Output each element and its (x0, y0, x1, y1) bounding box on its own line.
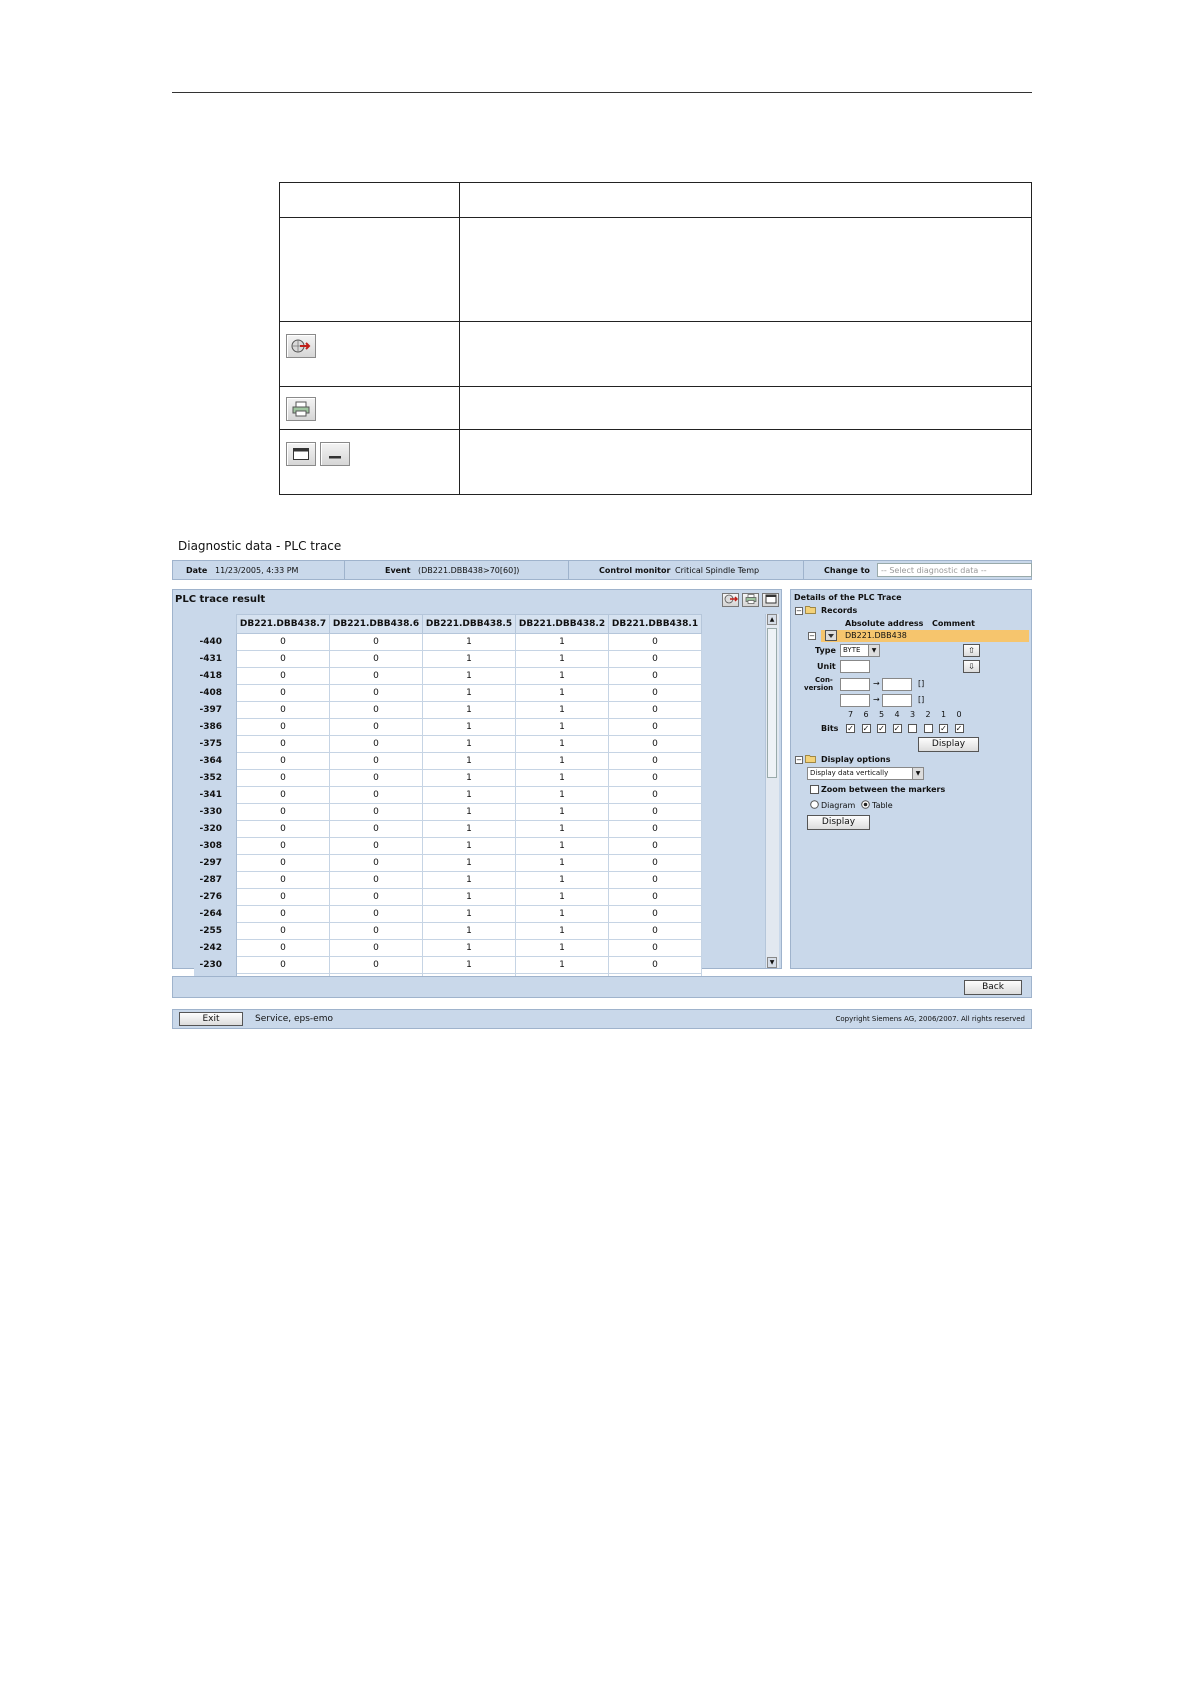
cell-value: 0 (330, 804, 423, 821)
cell-value: 0 (237, 906, 330, 923)
conversion-from-2[interactable] (840, 694, 870, 707)
cell-value: 0 (237, 957, 330, 974)
cell-value: 1 (516, 838, 609, 855)
cell-value: 0 (609, 838, 702, 855)
table-row[interactable] (194, 770, 702, 787)
cell-value: 1 (423, 719, 516, 736)
event-value: (DB221.DBB438>70[60]) (418, 566, 520, 575)
table-row[interactable] (194, 651, 702, 668)
cell-value: 0 (237, 787, 330, 804)
cell-value: 0 (609, 889, 702, 906)
cell-value: 0 (609, 753, 702, 770)
row-time: -330 (194, 804, 237, 821)
table-row[interactable] (194, 838, 702, 855)
plc-trace-screenshot (172, 535, 1032, 1035)
cell-value: 0 (237, 838, 330, 855)
bit-checkbox[interactable] (908, 724, 917, 733)
row-time: -431 (194, 651, 237, 668)
row-time: -242 (194, 940, 237, 957)
row-time: -264 (194, 906, 237, 923)
conversion-from-1[interactable] (840, 678, 870, 691)
cell-value: 0 (237, 804, 330, 821)
cell-value: 0 (330, 906, 423, 923)
trace-result-panel (172, 589, 782, 969)
cell-value: 1 (516, 787, 609, 804)
table-row[interactable] (194, 957, 702, 974)
table-row[interactable] (194, 753, 702, 770)
cell-value: 1 (516, 702, 609, 719)
cell-value: 0 (330, 838, 423, 855)
cell-value: 1 (516, 736, 609, 753)
conversion-unit-2: [] (918, 695, 925, 704)
cell-value: 0 (609, 923, 702, 940)
record-address: DB221.DBB438 (845, 631, 907, 640)
row-time: -255 (194, 923, 237, 940)
cell-value: 0 (609, 787, 702, 804)
bit-number: 1 (941, 710, 947, 719)
details-panel (790, 589, 1032, 969)
conversion-label: Con- (815, 676, 833, 684)
vertical-scrollbar[interactable] (765, 614, 779, 968)
row-time: -276 (194, 889, 237, 906)
table-row[interactable] (194, 668, 702, 685)
cell-value: 0 (330, 770, 423, 787)
move-down-icon[interactable]: ⇩ (963, 660, 980, 673)
cell-value: 0 (330, 719, 423, 736)
cell-value: 0 (609, 702, 702, 719)
control-monitor-label: Control monitor (599, 566, 671, 575)
row-time: -352 (194, 770, 237, 787)
move-up-icon[interactable]: ⇧ (963, 644, 980, 657)
bit-number: 4 (894, 710, 900, 719)
export-icon[interactable] (722, 593, 739, 607)
cell-value: 1 (423, 736, 516, 753)
navigation-bar (172, 976, 1032, 998)
conversion-arrow: → (873, 695, 880, 704)
row-time: -341 (194, 787, 237, 804)
cell-value: 0 (237, 753, 330, 770)
unit-label: Unit (817, 662, 836, 671)
copyright-text: Copyright Siemens AG, 2006/2007. All rights reserved (835, 1015, 1025, 1023)
scroll-down-icon[interactable]: ▼ (767, 957, 777, 968)
cell-value: 0 (237, 702, 330, 719)
cell-value: 1 (423, 821, 516, 838)
row-time: -408 (194, 685, 237, 702)
bit-checkbox[interactable]: ✓ (862, 724, 870, 733)
column-header: DB221.DBB438.6 (330, 615, 423, 634)
table-row[interactable] (194, 889, 702, 906)
bit-checkbox[interactable] (924, 724, 933, 733)
cell-value: 0 (609, 821, 702, 838)
cell-value: 0 (237, 821, 330, 838)
diagram-radio[interactable] (810, 800, 819, 811)
row-time: -364 (194, 753, 237, 770)
icon-table-cell (280, 387, 460, 430)
zoom-checkbox[interactable] (810, 785, 819, 794)
column-header: DB221.DBB438.5 (423, 615, 516, 634)
maximize-icon[interactable] (762, 593, 779, 607)
bit-number: 2 (925, 710, 931, 719)
cell-value: 0 (237, 770, 330, 787)
icon-table-cell (460, 218, 1032, 322)
icon-table-header-cell-1 (280, 183, 460, 218)
bit-number: 5 (879, 710, 885, 719)
collapse-record-icon[interactable]: − (809, 632, 815, 640)
cell-value: 0 (330, 634, 423, 651)
event-label: Event (385, 566, 411, 575)
collapse-display-options-icon[interactable]: − (796, 756, 802, 764)
bits-label: Bits (821, 724, 839, 733)
cell-value: 0 (330, 923, 423, 940)
conversion-to-2[interactable] (882, 694, 912, 707)
row-time: -418 (194, 668, 237, 685)
cell-value: 0 (609, 770, 702, 787)
cell-value: 1 (516, 685, 609, 702)
conversion-label-2: version (804, 684, 834, 692)
icon-table-cell (460, 322, 1032, 387)
cell-value: 0 (609, 634, 702, 651)
cell-value: 1 (516, 821, 609, 838)
header-rule (172, 92, 1032, 93)
cell-value: 0 (609, 940, 702, 957)
diagram-label: Diagram (821, 801, 856, 810)
icon-table-cell (280, 218, 460, 322)
cell-value: 1 (423, 923, 516, 940)
info-bar (172, 560, 1032, 580)
column-header: DB221.DBB438.7 (237, 615, 330, 634)
icon-table-header-cell-2 (460, 183, 1032, 218)
table-row[interactable] (194, 702, 702, 719)
cell-value: 0 (237, 634, 330, 651)
unit-field[interactable] (840, 660, 870, 673)
row-time: -386 (194, 719, 237, 736)
cell-value: 1 (516, 906, 609, 923)
cell-value: 0 (330, 940, 423, 957)
cell-value: 1 (423, 651, 516, 668)
table-row[interactable] (194, 634, 702, 651)
type-label: Type (815, 646, 836, 655)
cell-value: 1 (516, 855, 609, 872)
row-time: -375 (194, 736, 237, 753)
details-title: Details of the PLC Trace (794, 593, 902, 602)
cell-value: 1 (516, 651, 609, 668)
cell-value: 0 (237, 651, 330, 668)
conversion-unit-1: [] (918, 679, 925, 688)
cell-value: 0 (330, 889, 423, 906)
table-row[interactable] (194, 872, 702, 889)
cell-value: 0 (237, 685, 330, 702)
date-label: Date (186, 566, 208, 575)
table-row[interactable] (194, 855, 702, 872)
table-radio[interactable] (861, 800, 870, 811)
cell-value: 0 (237, 855, 330, 872)
cell-value: 1 (516, 719, 609, 736)
cell-value: 0 (609, 872, 702, 889)
comment-header: Comment (932, 619, 975, 628)
cell-value: 1 (423, 685, 516, 702)
screenshot-title: Diagnostic data - PLC trace (178, 539, 342, 553)
cell-value: 1 (423, 702, 516, 719)
display-options-button[interactable]: Display (807, 815, 870, 830)
dropdown-arrow-icon: ▼ (912, 768, 923, 779)
cell-value: 0 (237, 940, 330, 957)
cell-value: 0 (237, 736, 330, 753)
cell-value: 0 (330, 957, 423, 974)
dropdown-arrow-icon: ▼ (868, 645, 879, 656)
cell-value: 1 (423, 872, 516, 889)
cell-value: 0 (330, 685, 423, 702)
cell-value: 1 (423, 957, 516, 974)
control-monitor-value: Critical Spindle Temp (675, 566, 760, 575)
cell-value: 0 (330, 736, 423, 753)
cell-value: 1 (516, 923, 609, 940)
orientation-select[interactable]: Display data vertically ▼ (807, 767, 924, 780)
cell-value: 1 (423, 906, 516, 923)
cell-value: 0 (330, 787, 423, 804)
icon-table-cell (460, 387, 1032, 430)
cell-value: 0 (609, 651, 702, 668)
table-label: Table (872, 801, 893, 810)
row-time: -397 (194, 702, 237, 719)
diagnostic-data-select[interactable]: -- Select diagnostic data -- (877, 563, 1032, 577)
cell-value: 0 (609, 855, 702, 872)
cell-value: 1 (516, 804, 609, 821)
folder-icon (805, 754, 816, 765)
icon-table-cell (280, 322, 460, 387)
table-row[interactable] (194, 719, 702, 736)
cell-value: 1 (516, 634, 609, 651)
cell-value: 0 (609, 906, 702, 923)
table-row[interactable] (194, 804, 702, 821)
column-header: DB221.DBB438.2 (516, 615, 609, 634)
cell-value: 1 (516, 940, 609, 957)
cell-value: 0 (609, 804, 702, 821)
cell-value: 0 (330, 855, 423, 872)
exit-button[interactable]: Exit (179, 1012, 243, 1026)
cell-value: 0 (330, 821, 423, 838)
trace-table (194, 614, 702, 991)
display-button[interactable]: Display (918, 737, 979, 752)
cell-value: 0 (609, 685, 702, 702)
cell-value: 0 (330, 872, 423, 889)
folder-icon (805, 605, 816, 616)
icon-table-cell (280, 430, 460, 495)
bit-number: 7 (848, 710, 854, 719)
bit-checkbox[interactable]: ✓ (940, 724, 947, 733)
cell-value: 0 (330, 651, 423, 668)
bit-checkbox[interactable]: ✓ (955, 724, 963, 733)
scroll-up-icon[interactable]: ▲ (767, 614, 777, 625)
print-icon (286, 397, 316, 421)
export-icon (286, 334, 316, 358)
cell-value: 0 (609, 957, 702, 974)
cell-value: 1 (423, 804, 516, 821)
icon-table (279, 182, 1032, 495)
cell-value: 0 (609, 736, 702, 753)
cell-value: 1 (516, 668, 609, 685)
table-row[interactable] (194, 906, 702, 923)
cell-value: 1 (516, 753, 609, 770)
icon-table-cell (460, 430, 1032, 495)
cell-value: 1 (423, 855, 516, 872)
cell-value: 1 (423, 668, 516, 685)
table-row[interactable] (194, 821, 702, 838)
cell-value: 1 (423, 634, 516, 651)
bit-checkbox[interactable]: ✓ (878, 724, 885, 733)
table-row[interactable] (194, 923, 702, 940)
cell-value: 1 (423, 940, 516, 957)
minimize-icon (320, 442, 350, 466)
cell-value: 1 (423, 770, 516, 787)
print-icon[interactable] (742, 593, 759, 607)
cell-value: 0 (237, 923, 330, 940)
bit-number: 0 (956, 710, 962, 719)
user-text: Service, eps-emo (255, 1014, 333, 1024)
scrollbar-thumb[interactable] (767, 628, 777, 778)
cell-value: 0 (330, 668, 423, 685)
change-to-label: Change to (824, 566, 870, 575)
cell-value: 1 (516, 957, 609, 974)
row-time: -287 (194, 872, 237, 889)
back-button[interactable]: Back (964, 980, 1022, 995)
cell-value: 0 (237, 719, 330, 736)
type-select[interactable]: BYTE ▼ (840, 644, 880, 657)
row-time: -297 (194, 855, 237, 872)
cell-value: 0 (609, 668, 702, 685)
row-time: -320 (194, 821, 237, 838)
panel-title: PLC trace result (175, 594, 266, 605)
cell-value: 1 (516, 889, 609, 906)
collapse-records-icon[interactable]: − (796, 607, 802, 615)
bit-number: 6 (863, 710, 869, 719)
bit-checkbox[interactable]: ✓ (893, 724, 901, 733)
table-row[interactable] (194, 685, 702, 702)
records-label: Records (821, 606, 858, 615)
absolute-address-header: Absolute address (845, 619, 924, 628)
maximize-icon (286, 442, 316, 466)
bit-number: 3 (910, 710, 916, 719)
cell-value: 1 (423, 753, 516, 770)
row-time: -308 (194, 838, 237, 855)
zoom-label: Zoom between the markers (821, 785, 946, 794)
date-value: 11/23/2005, 4:33 PM (215, 566, 299, 575)
table-row[interactable] (194, 787, 702, 804)
cell-value: 1 (423, 838, 516, 855)
table-row[interactable] (194, 736, 702, 753)
column-header: DB221.DBB438.1 (609, 615, 702, 634)
cell-value: 1 (423, 787, 516, 804)
cell-value: 0 (237, 668, 330, 685)
display-options-label: Display options (821, 755, 891, 764)
cell-value: 1 (423, 889, 516, 906)
cell-value: 0 (609, 719, 702, 736)
row-time: -440 (194, 634, 237, 651)
cell-value: 1 (516, 770, 609, 787)
cell-value: 0 (330, 753, 423, 770)
table-row[interactable] (194, 940, 702, 957)
row-time: -230 (194, 957, 237, 974)
bit-checkbox[interactable]: ✓ (847, 724, 854, 733)
cell-value: 0 (330, 702, 423, 719)
conversion-to-1[interactable] (882, 678, 912, 691)
status-bar (172, 1009, 1032, 1029)
cell-value: 1 (516, 872, 609, 889)
cell-value: 0 (237, 872, 330, 889)
conversion-arrow: → (873, 679, 880, 688)
record-icon (825, 630, 837, 643)
cell-value: 0 (237, 889, 330, 906)
